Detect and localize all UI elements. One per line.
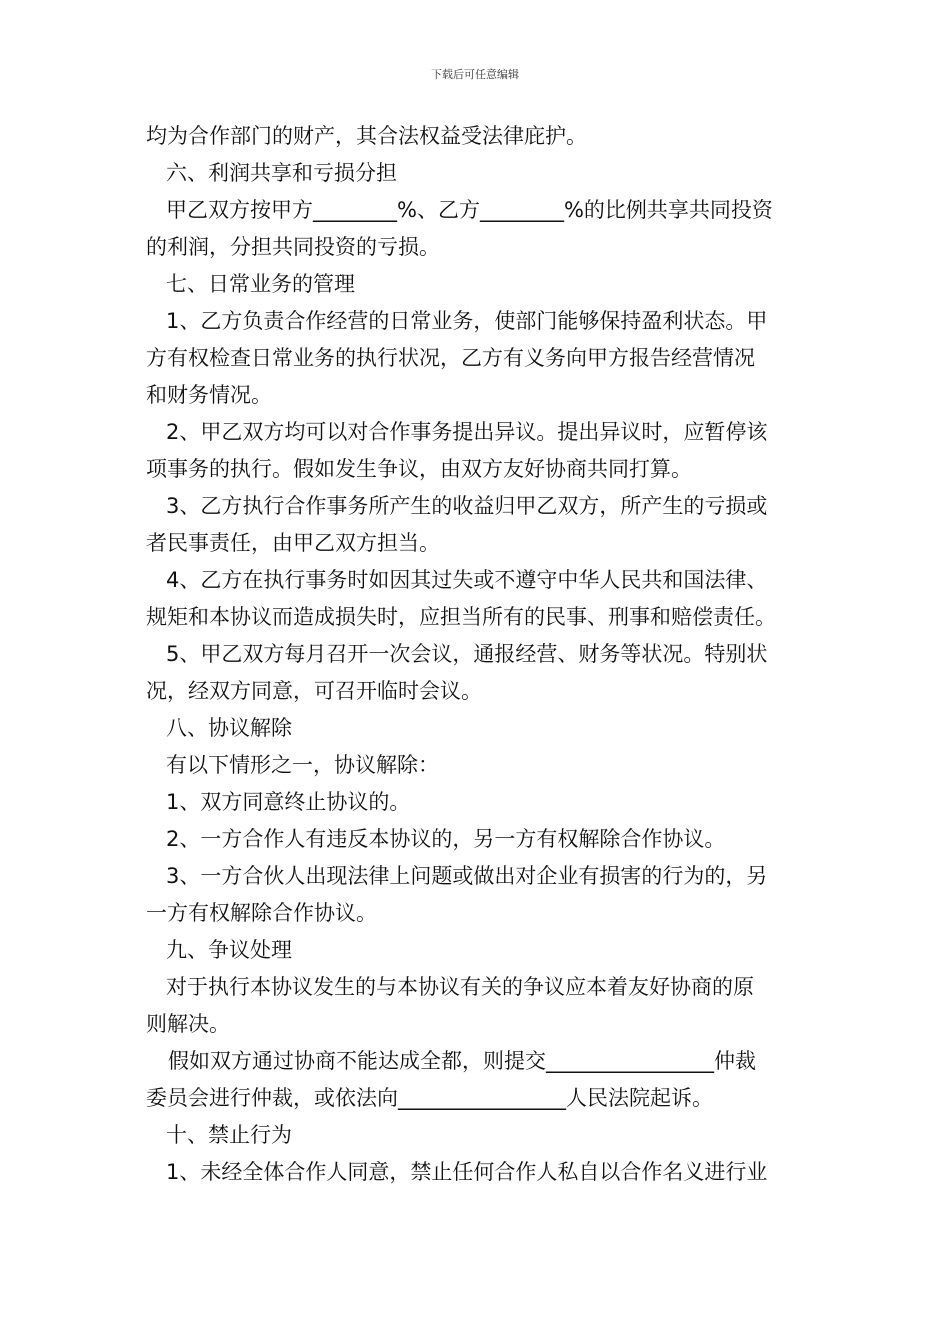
section-heading-7: 七、日常业务的管理	[166, 272, 355, 296]
section-heading-6: 六、利润共享和亏损分担	[166, 161, 397, 185]
paragraph-line: 规矩和本协议而造成损失时，应担当所有的民事、刑事和赔偿责任。	[146, 605, 776, 629]
list-item: 1、双方同意终止协议的。	[166, 790, 411, 814]
document-body	[146, 118, 810, 1191]
paragraph-line: 4、乙方在执行事务时如因其过失或不遵守中华人民共和国法律、	[166, 568, 768, 592]
paragraph-line: 则解决。	[146, 1012, 230, 1036]
paragraph-line: 一方有权解除合作协议。	[146, 901, 377, 925]
paragraph-line: 2、甲乙双方均可以对合作事务提出异议。提出异议时，应暂停该	[166, 420, 768, 444]
section-heading-9: 九、争议处理	[166, 938, 292, 962]
paragraph-line: 者民事责任，由甲乙双方担当。	[146, 531, 440, 555]
paragraph-line: 方有权检查日常业务的执行状况，乙方有义务向甲方报告经营情况	[146, 346, 755, 370]
list-item: 1、未经全体合作人同意，禁止任何合作人私自以合作名义进行业	[166, 1160, 768, 1184]
paragraph-line: 对于执行本协议发生的与本协议有关的争议应本着友好协商的原	[166, 975, 754, 999]
paragraph-line: 均为合作部门的财产，其合法权益受法律庇护。	[146, 124, 587, 148]
paragraph-line: 委员会进行仲裁，或依法向________________人民法院起诉。	[146, 1086, 713, 1110]
paragraph-line: 5、甲乙双方每月召开一次会议，通报经营、财务等状况。特别状	[166, 642, 768, 666]
paragraph-line: 有以下情形之一，协议解除：	[166, 753, 439, 777]
page-header: 下载后可任意编辑	[431, 68, 519, 81]
paragraph-line: 假如双方通过协商不能达成全都，则提交________________仲裁	[168, 1049, 756, 1073]
paragraph-line: 况，经双方同意，可召开临时会议。	[146, 679, 482, 703]
list-item: 2、一方合作人有违反本协议的，另一方有权解除合作协议。	[166, 827, 726, 851]
section-heading-8: 八、协议解除	[166, 716, 292, 740]
paragraph-line: 甲乙双方按甲方________%、乙方________%的比例共享共同投资	[166, 198, 773, 222]
paragraph-line: 的利润，分担共同投资的亏损。	[146, 235, 440, 259]
list-item: 3、一方合伙人出现法律上问题或做出对企业有损害的行为的，另	[166, 864, 768, 888]
paragraph-line: 和财务情况。	[146, 383, 272, 407]
paragraph-line: 1、乙方负责合作经营的日常业务，使部门能够保持盈利状态。甲	[166, 309, 768, 333]
paragraph-line: 3、乙方执行合作事务所产生的收益归甲乙双方，所产生的亏损或	[166, 494, 768, 518]
paragraph-line: 项事务的执行。假如发生争议，由双方友好协商共同打算。	[146, 457, 692, 481]
section-heading-10: 十、禁止行为	[166, 1123, 292, 1147]
